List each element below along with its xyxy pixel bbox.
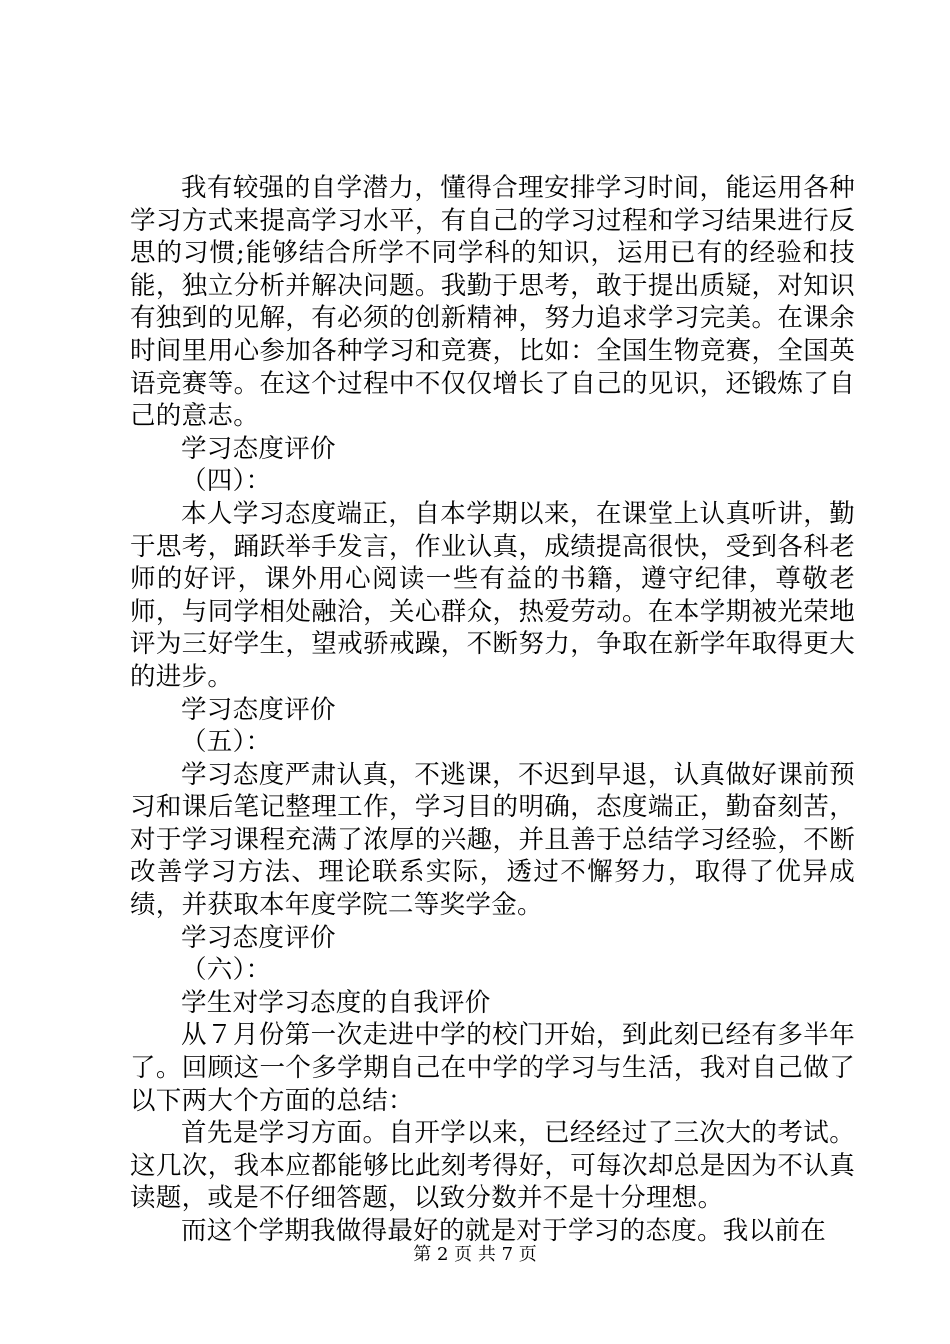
- section-number-4: （四）：: [181, 466, 272, 497]
- heading-attitude-evaluation: 学习态度评价: [181, 433, 336, 464]
- paragraph-study-aspect: 首先是学习方面。自开学以来，已经经过了三次大的考试。这几次，我本应都能够比此刻考得好，可每次却总是因为不认真读题，或是不仔细答题，以致分数并不是十分理想。: [130, 1118, 855, 1214]
- page-footer: 第 2 页 共 7 页: [413, 1244, 537, 1265]
- paragraph-review: 从７月份第一次走进中学的校门开始，到此刻已经有多半年了。回顾这一个多学期自己在中学的学习与生活，我对自己做了以下两大个方面的总结：: [130, 1020, 855, 1116]
- paragraph-attitude-best: 而这个学期我做得最好的就是对于学习的态度。我以前在: [181, 1216, 827, 1246]
- document-body: [130, 172, 855, 1248]
- heading-attitude-evaluation: 学习态度评价: [181, 922, 336, 953]
- section-number-6: （六）：: [181, 955, 272, 986]
- paragraph-self-study: 我有较强的自学潜力，懂得合理安排学习时间，能运用各种学习方式来提高学习水平，有自己的学习过程和学习结果进行反思的习惯;能够结合所学不同学科的知识，运用已有的经验和技能，独立分析并解决问题。我勤于思考，敢于提出质疑，对知识有独到的见解，有必须的创新精神，努力追求学习完美。在课余时间里用心参加各种学习和竞赛，比如：全国生物竞赛，全国英语竞赛等。在这个过程中不仅仅增长了自己的见识，还锻炼了自己的意志。: [130, 173, 855, 432]
- heading-self-evaluation: 学生对学习态度的自我评价: [181, 987, 491, 1018]
- section-number-5: （五）：: [181, 727, 272, 758]
- heading-attitude-evaluation: 学习态度评价: [181, 694, 336, 725]
- paragraph-attitude-5: 学习态度严肃认真，不逃课，不迟到早退，认真做好课前预习和课后笔记整理工作，学习目的明确，态度端正，勤奋刻苦，对于学习课程充满了浓厚的兴趣，并且善于总结学习经验，不断改善学习方法、理论联系实际，透过不懈努力，取得了优异成绩，并获取本年度学院二等奖学金。: [130, 759, 855, 921]
- paragraph-attitude-4: 本人学习态度端正，自本学期以来，在课堂上认真听讲，勤于思考，踊跃举手发言，作业认真，成绩提高很快，受到各科老师的好评，课外用心阅读一些有益的书籍，遵守纪律，尊敬老师，与同学相处融洽，关心群众，热爱劳动。在本学期被光荣地评为三好学生，望戒骄戒躁，不断努力，争取在新学年取得更大的进步。: [130, 498, 855, 692]
